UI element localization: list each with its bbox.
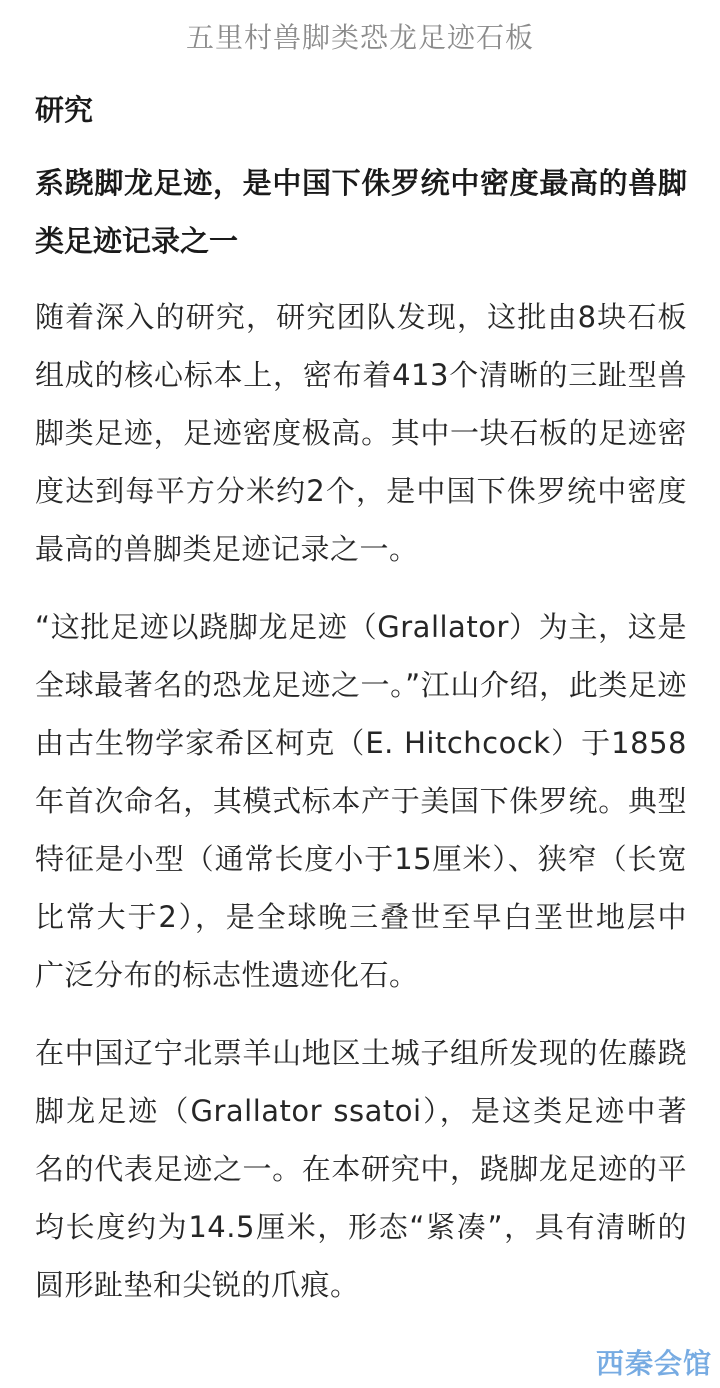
paragraph-3: 在中国辽宁北票羊山地区土城子组所发现的佐藤跷脚龙足迹（Grallator ssatoi），是这类足迹中著名的代表足迹之一。在本研究中，跷脚龙足迹的平均长度约为14.5厘米，形态“紧凑”，具有清晰的圆形趾垫和尖锐的爪痕。 bbox=[35, 1036, 687, 1302]
subheading: 系跷脚龙足迹，是中国下侏罗统中密度最高的兽脚类足迹记录之一 bbox=[35, 166, 687, 258]
image-caption: 五里村兽脚类恐龙足迹石板 bbox=[185, 21, 534, 54]
paragraph-1: 随着深入的研究，研究团队发现，这批由8块石板组成的核心标本上，密布着413个清晰的三趾型兽脚类足迹，足迹密度极高。其中一块石板的足迹密度达到每平方分米约2个，是中国下侏罗统中密度最高的兽脚类足迹记录之一。 bbox=[35, 300, 687, 566]
watermark-text: 西秦会馆 bbox=[595, 1347, 712, 1380]
section-heading: 研究 bbox=[35, 93, 94, 127]
paragraph-2: “这批足迹以跷脚龙足迹（Grallator）为主，这是全球最著名的恐龙足迹之一。”江山介绍，此类足迹由古生物学家希区柯克（E. Hitchcock）于1858年首次命名，其模式标本产于美国下侏罗统。典型特征是小型（通常长度小于15厘米）、狭窄（长宽比常大于2），是全球晚三叠世至早白垩世地层中广泛分布的标志性遗迹化石。 bbox=[35, 610, 687, 992]
article-body bbox=[35, 86, 687, 1334]
watermark bbox=[596, 1342, 712, 1382]
